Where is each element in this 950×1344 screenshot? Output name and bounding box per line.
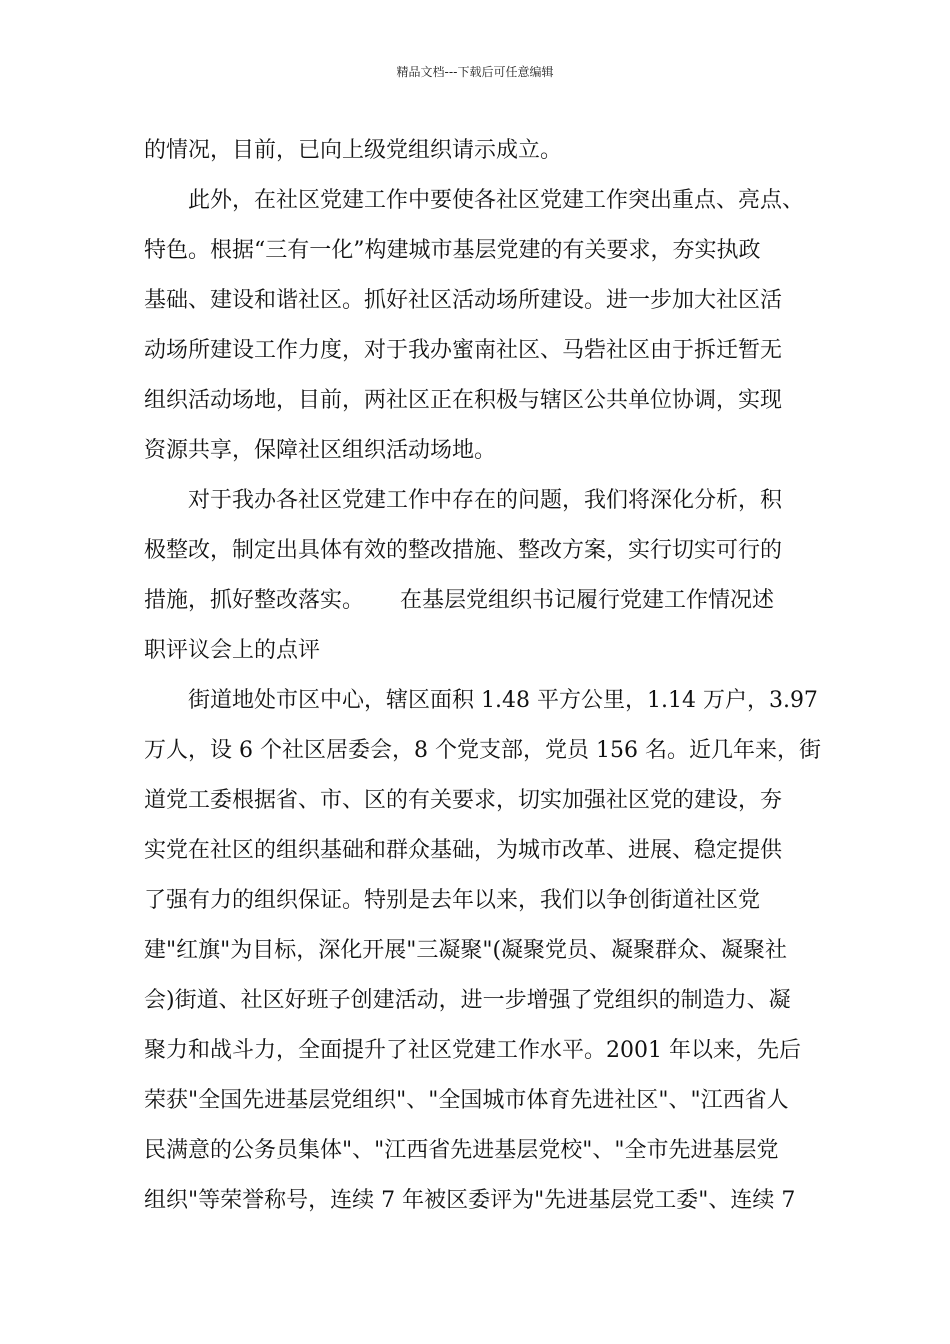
section-title-start: 在基层党组织书记履行党建工作情况述 [400,588,775,613]
text-line: 会)街道、社区好班子创建活动，进一步增强了党组织的制造力、凝 [144,988,791,1013]
text-line-lead: 措施，抓好整改落实。 [144,588,365,613]
text-line: 民满意的公务员集体"、"江西省先进基层党校"、"全市先进基层党 [144,1138,779,1163]
text-line: 的情况，目前，已向上级党组织请示成立。 [144,138,563,163]
text-line: 万人，设 6 个社区居委会，8 个党支部，党员 156 名。近几年来，街 [144,738,821,763]
text-line: 道党工委根据省、市、区的有关要求，切实加强社区党的建设，夯 [144,788,783,813]
text-line [144,576,824,626]
section-title-end: 职评议会上的点评 [144,638,321,663]
text-line: 街道地处市区中心，辖区面积 1.48 平方公里，1.14 万户，3.97 [188,688,818,713]
text-line: 动场所建设工作力度，对于我办蜜南社区、马砦社区由于拆迁暂无 [144,338,783,363]
document-body [144,126,824,1226]
text-line: 组织"等荣誉称号，连续 7 年被区委评为"先进基层党工委"、连续 7 [144,1188,796,1213]
page-header: 精品文档---下载后可任意编辑 [396,65,554,79]
text-line: 实党在社区的组织基础和群众基础，为城市改革、进展、稳定提供 [144,838,783,863]
text-line: 聚力和战斗力，全面提升了社区党建工作水平。2001 年以来，先后 [144,1038,801,1063]
text-line: 对于我办各社区党建工作中存在的问题，我们将深化分析，积 [188,488,783,513]
text-line: 荣获"全国先进基层党组织"、"全国城市体育先进社区"、"江西省人 [144,1088,789,1113]
text-line: 极整改，制定出具体有效的整改措施、整改方案，实行切实可行的 [144,538,783,563]
text-line: 此外，在社区党建工作中要使各社区党建工作突出重点、亮点、 [188,188,805,213]
text-line: 基础、建设和谐社区。抓好社区活动场所建设。进一步加大社区活 [144,288,783,313]
text-line: 建"红旗"为目标，深化开展"三凝聚"(凝聚党员、凝聚群众、凝聚社 [144,938,788,963]
text-line: 组织活动场地，目前，两社区正在积极与辖区公共单位协调，实现 [144,388,783,413]
text-line: 特色。根据“三有一化”构建城市基层党建的有关要求，夯实执政 [144,238,761,263]
text-line: 资源共享，保障社区组织活动场地。 [144,438,497,463]
text-line: 了强有力的组织保证。特别是去年以来，我们以争创街道社区党 [144,888,761,913]
